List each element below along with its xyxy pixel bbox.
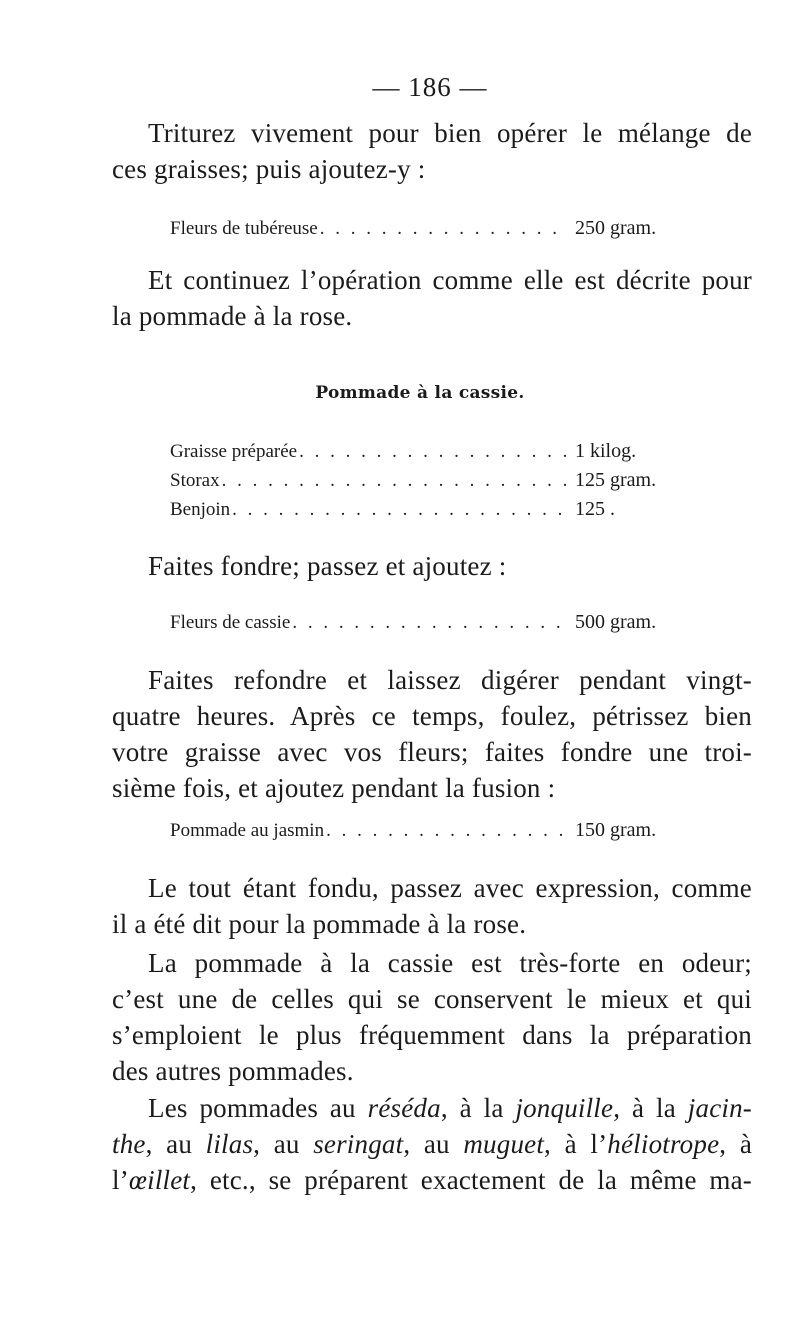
ingredient-name: Storax: [170, 470, 220, 491]
recipe-row: [170, 816, 710, 845]
ingredient-quantity: 500 gram.: [575, 611, 657, 633]
italic-term: œillet: [128, 1165, 191, 1195]
text-run: , à la: [440, 1093, 516, 1123]
paragraph-5: [112, 870, 752, 942]
text-line: [112, 1090, 752, 1126]
text-line: Faites fondre; passez et ajoutez :: [148, 551, 507, 581]
ingredient-name: Graisse préparée: [170, 441, 298, 462]
page-number: — 186 —: [372, 72, 488, 102]
text-run: , à: [719, 1129, 753, 1159]
text-line: Le tout étant fondu, passez avec expression, comme: [148, 873, 752, 903]
ingredient-quantity: 150 gram.: [575, 819, 657, 841]
italic-term: lilas: [205, 1129, 254, 1159]
ingredient-quantity: 125 gram.: [575, 469, 657, 491]
text-line: Faites refondre et laissez digérer pendant vingt-: [148, 665, 752, 695]
paragraph-3: [112, 548, 752, 584]
italic-term: muguet: [463, 1129, 545, 1159]
ingredient-name: Pommade au jasmin: [170, 820, 325, 841]
text-run: , etc., se préparent exactement de la même ma-: [190, 1165, 752, 1195]
text-run: , au: [403, 1129, 464, 1159]
ingredient-quantity: 1 kilog.: [575, 440, 637, 462]
ingredient-name: Fleurs de cassie: [170, 612, 291, 633]
recipe-row: [170, 608, 710, 637]
text-line: votre graisse avec vos fleurs; faites fondre une troi-: [112, 737, 752, 767]
text-line: la pommade à la rose.: [112, 301, 353, 331]
recipe-row: [170, 214, 710, 243]
text-line: quatre heures. Après ce temps, foulez, pétrissez bien: [112, 701, 752, 731]
italic-term: jacin-: [687, 1093, 752, 1123]
paragraph-6: [112, 945, 752, 1089]
ingredient-quantity: 125 .: [575, 498, 615, 520]
recipe-row: [170, 466, 710, 495]
ingredient-name: Benjoin: [170, 499, 231, 520]
paragraph-1: [112, 115, 752, 187]
paragraph-4: [112, 662, 752, 806]
leader-dots: [320, 215, 569, 243]
leader-dots: [222, 467, 569, 495]
recipe-list-2: [170, 437, 710, 524]
text-run: l’: [112, 1165, 129, 1195]
leader-dots: [299, 438, 569, 466]
text-line: Triturez vivement pour bien opérer le mélange de: [148, 118, 752, 148]
ingredient-quantity: 250 gram.: [575, 217, 657, 239]
text-run: , au: [253, 1129, 314, 1159]
recipe-row: [170, 495, 710, 524]
text-run: , à l’: [544, 1129, 608, 1159]
text-run: , au: [145, 1129, 206, 1159]
leader-dots: [232, 496, 569, 524]
recipe-list-4: [170, 816, 710, 845]
text-line: il a été dit pour la pommade à la rose.: [112, 909, 527, 939]
text-run: , à la: [613, 1093, 688, 1123]
italic-term: the: [112, 1129, 146, 1159]
text-line: La pommade à la cassie est très-forte en odeur;: [148, 948, 752, 978]
leader-dots: [292, 609, 569, 637]
leader-dots: [326, 817, 569, 845]
italic-term: héliotrope: [607, 1129, 720, 1159]
italic-term: seringat: [313, 1129, 404, 1159]
recipe-row: [170, 437, 710, 466]
paragraph-2: [112, 262, 752, 334]
italic-term: réséda: [367, 1093, 441, 1123]
text-line: sième fois, et ajoutez pendant la fusion :: [112, 773, 556, 803]
text-line: Et continuez l’opération comme elle est décrite pour: [148, 265, 752, 295]
section-heading: Pommade à la cassie.: [315, 383, 525, 403]
text-line: ces graisses; puis ajoutez-y :: [112, 154, 426, 184]
recipe-list-1: [170, 214, 710, 243]
text-line: [112, 1162, 752, 1198]
italic-term: jonquille: [515, 1093, 614, 1123]
ingredient-name: Fleurs de tubéreuse: [170, 218, 318, 239]
text-line: des autres pommades.: [112, 1056, 354, 1086]
recipe-list-3: [170, 608, 710, 637]
paragraph-7: [112, 1090, 752, 1198]
text-line: [112, 1126, 752, 1162]
text-line: s’emploient le plus fréquemment dans la préparation: [112, 1020, 752, 1050]
text-run: Les pommades au: [148, 1093, 368, 1123]
text-line: c’est une de celles qui se conservent le mieux et qui: [112, 984, 752, 1014]
